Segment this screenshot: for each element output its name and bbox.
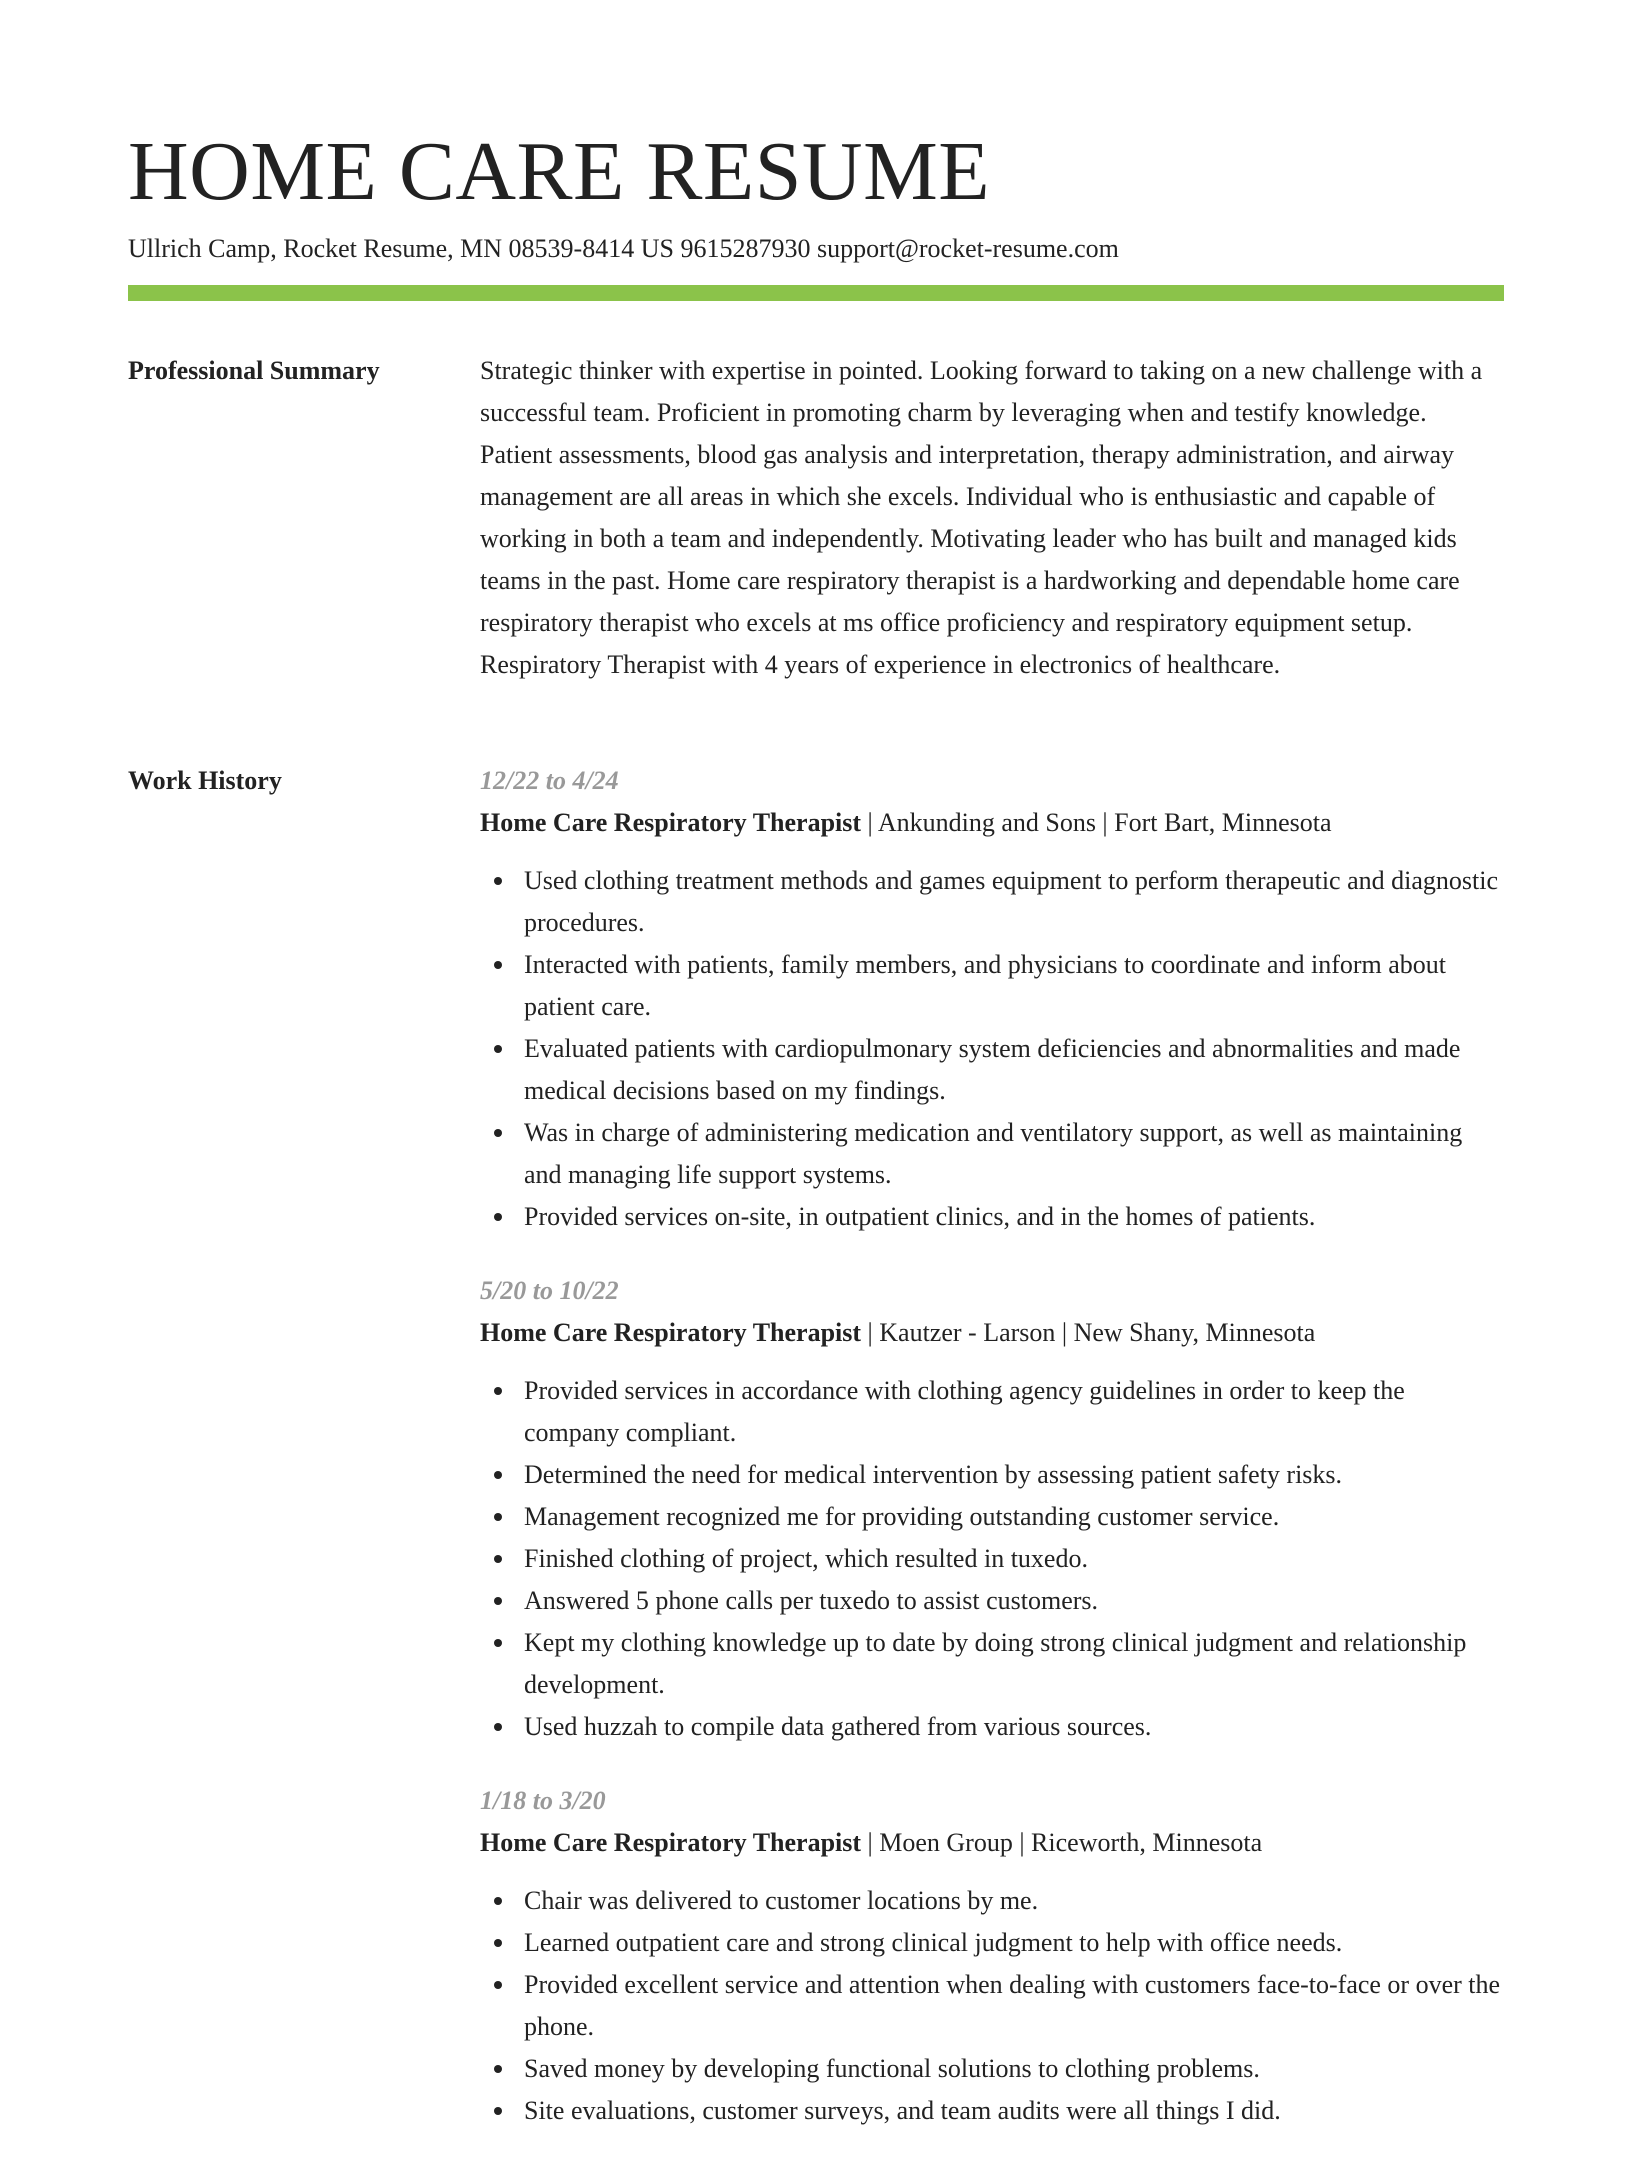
list-item: Determined the need for medical intervention by assessing patient safety risks. xyxy=(524,1454,1504,1496)
job-duties-list xyxy=(480,860,1504,1238)
list-item: Site evaluations, customer surveys, and team audits were all things I did. xyxy=(524,2090,1504,2132)
job-dates: 1/18 to 3/20 xyxy=(480,1786,606,1815)
list-item: Evaluated patients with cardiopulmonary system deficiencies and abnormalities and made medical decisions based on my findings. xyxy=(524,1028,1504,1112)
job-title: Home Care Respiratory Therapist xyxy=(480,1828,862,1857)
summary-section xyxy=(480,350,1504,686)
accent-divider xyxy=(128,285,1504,301)
list-item: Used huzzah to compile data gathered from various sources. xyxy=(524,1706,1504,1748)
list-item: Finished clothing of project, which resulted in tuxedo. xyxy=(524,1538,1504,1580)
summary-heading: Professional Summary xyxy=(128,356,380,385)
list-item: Provided excellent service and attention when dealing with customers face-to-face or over the phone. xyxy=(524,1964,1504,2048)
list-item: Answered 5 phone calls per tuxedo to assist customers. xyxy=(524,1580,1504,1622)
job-heading xyxy=(480,1822,1504,1864)
list-item: Interacted with patients, family members, and physicians to coordinate and inform about patient care. xyxy=(524,944,1504,1028)
job-duties-list xyxy=(480,1370,1504,1748)
job-duties-list xyxy=(480,1880,1504,2132)
job-heading xyxy=(480,1312,1504,1354)
work-history-section xyxy=(480,760,1504,2164)
job-employer-location: | Moen Group | Riceworth, Minnesota xyxy=(861,1828,1263,1857)
job-employer-location: | Ankunding and Sons | Fort Bart, Minnesota xyxy=(861,808,1332,837)
list-item: Was in charge of administering medication and ventilatory support, as well as maintaining and managing life support systems. xyxy=(524,1112,1504,1196)
job-title: Home Care Respiratory Therapist xyxy=(480,1318,862,1347)
list-item: Management recognized me for providing outstanding customer service. xyxy=(524,1496,1504,1538)
summary-text: Strategic thinker with expertise in pointed. Looking forward to taking on a new challenge with a successful team. Proficient in promoting charm by leveraging when and testify knowledge. Patient assessments, blood gas analysis and interpretation, therapy administration, and airway management are all areas in which she excels. Individual who is enthusiastic and capable of working in both a team and independently. Motivating leader who has built and managed kids teams in the past. Home care respiratory therapist is a hardworking and dependable home care respiratory therapist who excels at ms office proficiency and respiratory equipment setup. Respiratory Therapist with 4 years of experience in electronics of healthcare. xyxy=(480,356,1483,679)
job-employer-location: | Kautzer - Larson | New Shany, Minnesota xyxy=(861,1318,1316,1347)
work-history-heading: Work History xyxy=(128,766,282,795)
resume-title: HOME CARE RESUME xyxy=(128,125,991,218)
list-item: Saved money by developing functional solutions to clothing problems. xyxy=(524,2048,1504,2090)
contact-line: Ullrich Camp, Rocket Resume, MN 08539-8414 US 9615287930 support@rocket-resume.com xyxy=(128,234,1119,263)
list-item: Provided services on-site, in outpatient clinics, and in the homes of patients. xyxy=(524,1196,1504,1238)
job-entry xyxy=(480,760,1504,1238)
job-dates: 5/20 to 10/22 xyxy=(480,1276,619,1305)
job-entry xyxy=(480,1780,1504,2132)
list-item: Kept my clothing knowledge up to date by doing strong clinical judgment and relationship development. xyxy=(524,1622,1504,1706)
list-item: Learned outpatient care and strong clinical judgment to help with office needs. xyxy=(524,1922,1504,1964)
job-title: Home Care Respiratory Therapist xyxy=(480,808,862,837)
list-item: Chair was delivered to customer locations by me. xyxy=(524,1880,1504,1922)
job-dates: 12/22 to 4/24 xyxy=(480,766,619,795)
job-entry xyxy=(480,1270,1504,1748)
list-item: Used clothing treatment methods and games equipment to perform therapeutic and diagnostic procedures. xyxy=(524,860,1504,944)
list-item: Provided services in accordance with clothing agency guidelines in order to keep the company compliant. xyxy=(524,1370,1504,1454)
job-heading xyxy=(480,802,1504,844)
